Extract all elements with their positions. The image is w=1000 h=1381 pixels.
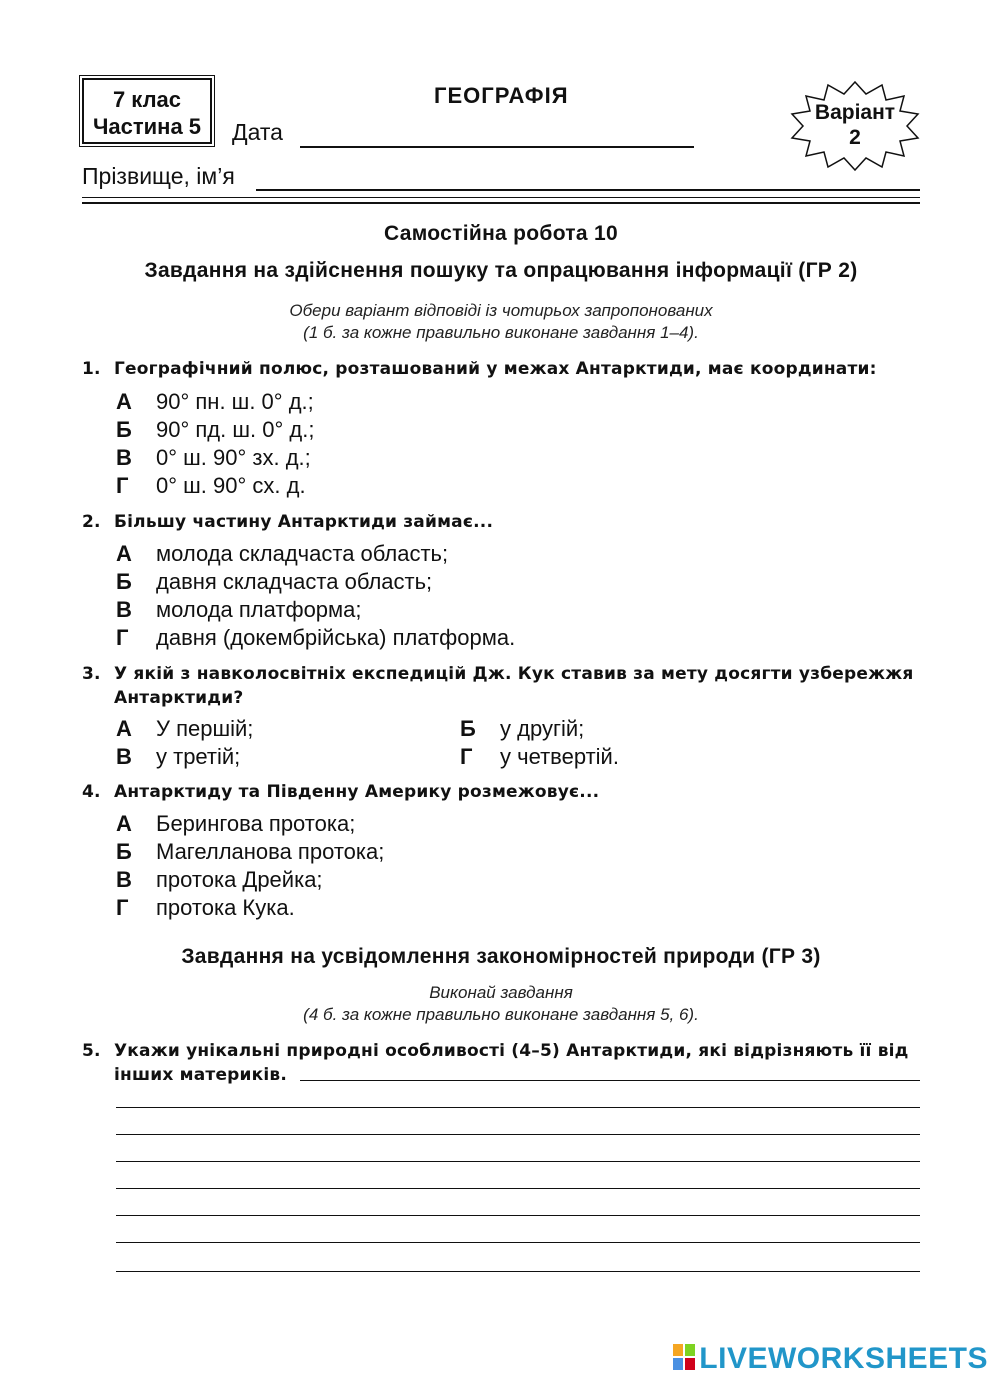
variant-badge — [788, 80, 922, 172]
option-text: протока Кука. — [156, 895, 295, 920]
variant-number: 2 — [849, 126, 861, 149]
answer-line[interactable] — [116, 1161, 920, 1162]
option-a[interactable] — [116, 810, 384, 838]
option-a[interactable] — [116, 715, 460, 743]
option-d[interactable] — [116, 472, 314, 500]
option-letter: Г — [460, 744, 473, 769]
option-text: протока Дрейка; — [156, 867, 323, 892]
option-d[interactable] — [116, 624, 515, 652]
answer-line[interactable] — [116, 1134, 920, 1135]
option-letter: А — [116, 811, 132, 836]
grade-label: 7 клас — [112, 87, 182, 112]
option-text: 90° пд. ш. 0° д.; — [156, 417, 315, 442]
option-c[interactable] — [116, 743, 460, 771]
option-b[interactable] — [116, 416, 314, 444]
instruction-line: (1 б. за кожне правильно виконане завдання 1–4). — [303, 323, 699, 342]
option-letter: В — [116, 867, 132, 892]
option-text: давня складчаста область; — [156, 569, 433, 594]
question-3-options — [116, 715, 716, 771]
name-field[interactable] — [256, 189, 920, 191]
variant-label: Варіант — [814, 101, 896, 124]
answer-line[interactable] — [116, 1107, 920, 1108]
option-d[interactable] — [460, 743, 619, 771]
option-text: 0° ш. 90° сх. д. — [156, 473, 306, 498]
question-4 — [82, 780, 920, 804]
option-text: у другій; — [500, 716, 585, 741]
instruction-line: (4 б. за кожне правильно виконане завдання 5, 6). — [303, 1005, 699, 1024]
question-number: 2. — [82, 512, 101, 532]
subject-title: ГЕОГРАФІЯ — [434, 83, 569, 108]
question-text: Антарктиду та Південну Америку розмежовує... — [114, 782, 600, 802]
option-c[interactable] — [116, 866, 384, 894]
answer-line[interactable] — [300, 1080, 920, 1081]
instruction-line: Виконай завдання — [429, 983, 573, 1002]
question-1-options — [116, 388, 314, 500]
question-number: 1. — [82, 359, 101, 379]
answer-line[interactable] — [116, 1242, 920, 1243]
option-c[interactable] — [116, 596, 515, 624]
option-a[interactable] — [116, 388, 314, 416]
option-letter: В — [116, 597, 132, 622]
option-text: давня (докембрійська) платформа. — [156, 625, 516, 650]
answer-line[interactable] — [116, 1215, 920, 1216]
option-letter: Б — [116, 569, 132, 594]
option-text: у четвертій. — [500, 744, 619, 769]
option-letter: В — [116, 744, 132, 769]
section2-instruction — [82, 982, 920, 1026]
liveworksheets-logo — [673, 1342, 988, 1376]
option-d[interactable] — [116, 894, 384, 922]
section1-title: Завдання на здійснення пошуку та опрацювання інформації (ГР 2) — [144, 259, 858, 282]
liveworksheets-logo-icon — [673, 1344, 695, 1370]
section1-instruction — [82, 300, 920, 344]
instruction-line: Обери варіант відповіді із чотирьох запропонованих — [289, 301, 713, 320]
option-c[interactable] — [116, 444, 314, 472]
option-b[interactable] — [460, 715, 584, 743]
option-text: 90° пн. ш. 0° д.; — [156, 389, 314, 414]
question-text-continued: Антарктиди? — [114, 688, 244, 708]
question-text: У якій з навколосвітніх експедицій Дж. Кук ставив за мету досягти узбережжя — [114, 664, 914, 684]
question-text: Укажи унікальні природні особливості (4–5) Антарктиди, які відрізняють її від — [114, 1041, 909, 1061]
option-a[interactable] — [116, 540, 515, 568]
option-letter: А — [116, 716, 132, 741]
question-2-options — [116, 540, 515, 652]
option-letter: В — [116, 445, 132, 470]
option-letter: Б — [116, 417, 132, 442]
option-letter: А — [116, 389, 132, 414]
option-text: У першій; — [156, 716, 254, 741]
date-label: Дата — [232, 119, 283, 145]
option-b[interactable] — [116, 568, 515, 596]
question-number: 3. — [82, 664, 101, 684]
option-text: 0° ш. 90° зх. д.; — [156, 445, 311, 470]
name-label: Прізвище, ім’я — [82, 163, 235, 189]
question-number: 4. — [82, 782, 101, 802]
question-text: Більшу частину Антарктиди займає... — [114, 512, 494, 532]
option-letter: Г — [116, 473, 129, 498]
option-letter: А — [116, 541, 132, 566]
date-field[interactable] — [300, 146, 694, 148]
option-text: Берингова протока; — [156, 811, 356, 836]
option-b[interactable] — [116, 838, 384, 866]
option-letter: Б — [116, 839, 132, 864]
question-2 — [82, 510, 920, 534]
question-1 — [82, 357, 920, 381]
question-number: 5. — [82, 1041, 101, 1061]
option-letter: Б — [460, 716, 476, 741]
question-text-continued: інших материків. — [114, 1065, 288, 1085]
option-text: у третій; — [156, 744, 241, 769]
section2-title: Завдання на усвідомлення закономірностей природи (ГР 3) — [181, 945, 821, 968]
option-letter: Г — [116, 895, 129, 920]
question-4-options — [116, 810, 384, 922]
option-text: молода складчаста область; — [156, 541, 449, 566]
option-letter: Г — [116, 625, 129, 650]
option-text: Магелланова протока; — [156, 839, 385, 864]
option-text: молода платформа; — [156, 597, 362, 622]
header-divider — [82, 197, 920, 204]
answer-line[interactable] — [116, 1188, 920, 1189]
work-title: Самостійна робота 10 — [384, 222, 618, 245]
part-label: Частина 5 — [92, 114, 202, 139]
question-text: Географічний полюс, розташований у межах Антарктиди, має координати: — [114, 359, 877, 379]
logo-text: LIVEWORKSHEETS — [699, 1342, 988, 1375]
answer-line[interactable] — [116, 1271, 920, 1272]
question-3 — [82, 662, 920, 710]
grade-box — [82, 78, 212, 144]
